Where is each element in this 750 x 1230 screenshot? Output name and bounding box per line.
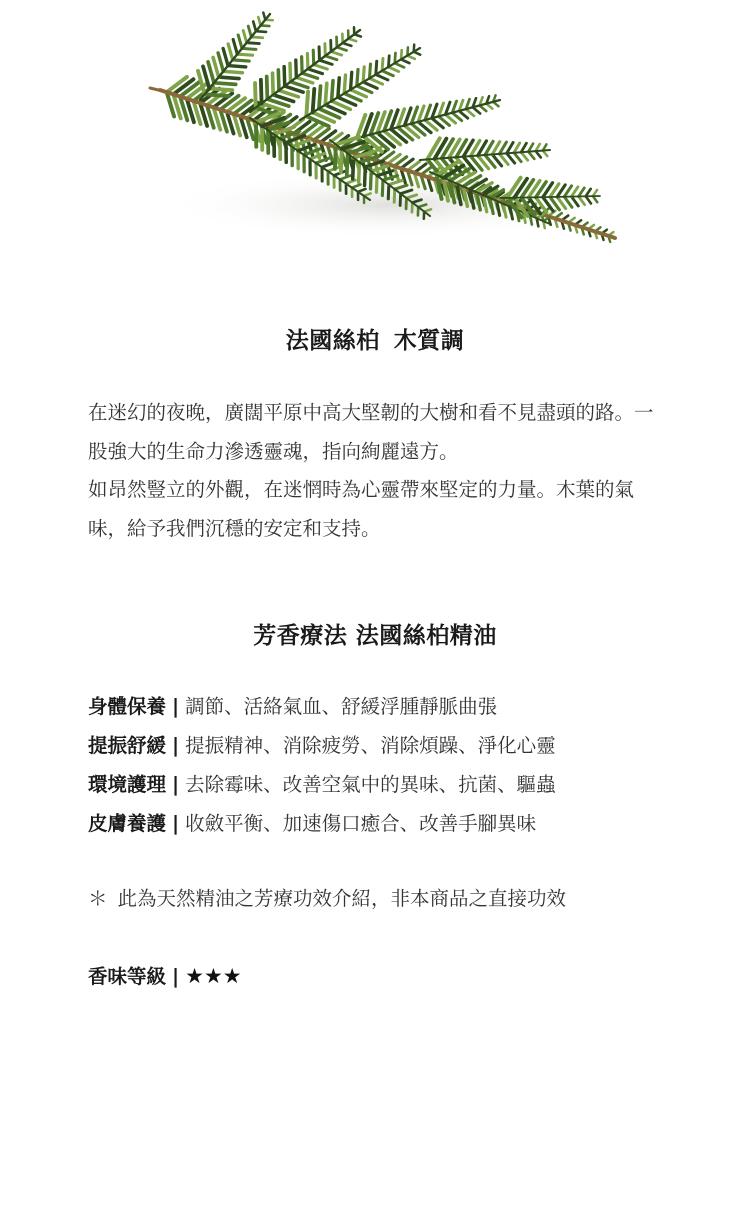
cypress-sprig-icon — [130, 0, 630, 270]
asterisk-icon: ＊ — [88, 887, 108, 910]
benefit-row-skin — [88, 804, 688, 843]
section-title-aromatherapy: 芳香療法 法國絲柏精油 — [253, 623, 497, 649]
description — [88, 394, 668, 548]
description-paragraph-1: 在迷幻的夜晚，廣闊平原中高大堅韌的大樹和看不見盡頭的路。一股強大的生命力滲透靈魂，指向絢麗遠方。 — [88, 401, 654, 463]
benefit-row-body — [88, 687, 688, 726]
benefit-label: 環境護理 — [88, 773, 167, 796]
benefit-label: 提振舒緩 — [88, 734, 167, 757]
disclaimer-text: 此為天然精油之芳療功效介紹，非本商品之直接功效 — [117, 887, 567, 910]
benefit-list — [88, 687, 688, 843]
benefit-text: 提振精神、消除疲勞、消除煩躁、淨化心靈 — [185, 734, 556, 757]
benefit-text: 收斂平衡、加速傷口癒合、改善手腳異味 — [185, 812, 537, 835]
benefit-separator: | — [172, 695, 180, 718]
benefit-separator: | — [172, 773, 180, 796]
section-title-aroma — [0, 322, 750, 355]
benefit-row-environment — [88, 765, 688, 804]
benefit-text: 去除霉味、改善空氣中的異味、抗菌、驅蟲 — [185, 773, 556, 796]
title-part-name: 法國絲柏 — [285, 328, 380, 354]
benefit-row-mood — [88, 726, 688, 765]
benefit-label: 皮膚養護 — [88, 812, 167, 835]
description-paragraph-2: 如昂然豎立的外觀，在迷惘時為心靈帶來堅定的力量。木葉的氣味，給予我們沉穩的安定和支持。 — [88, 478, 635, 540]
benefit-separator: | — [172, 812, 180, 835]
benefit-separator: | — [172, 734, 180, 757]
star-rating-icon: ★★★ — [185, 964, 242, 988]
benefit-label: 身體保養 — [88, 695, 167, 718]
title-part-note: 木質調 — [393, 328, 465, 354]
scent-separator: | — [172, 965, 180, 988]
benefit-text: 調節、活絡氣血、舒緩浮腫靜脈曲張 — [185, 695, 498, 718]
scent-level — [88, 957, 242, 996]
disclaimer-note — [88, 880, 566, 918]
scent-label: 香味等級 — [88, 965, 167, 988]
